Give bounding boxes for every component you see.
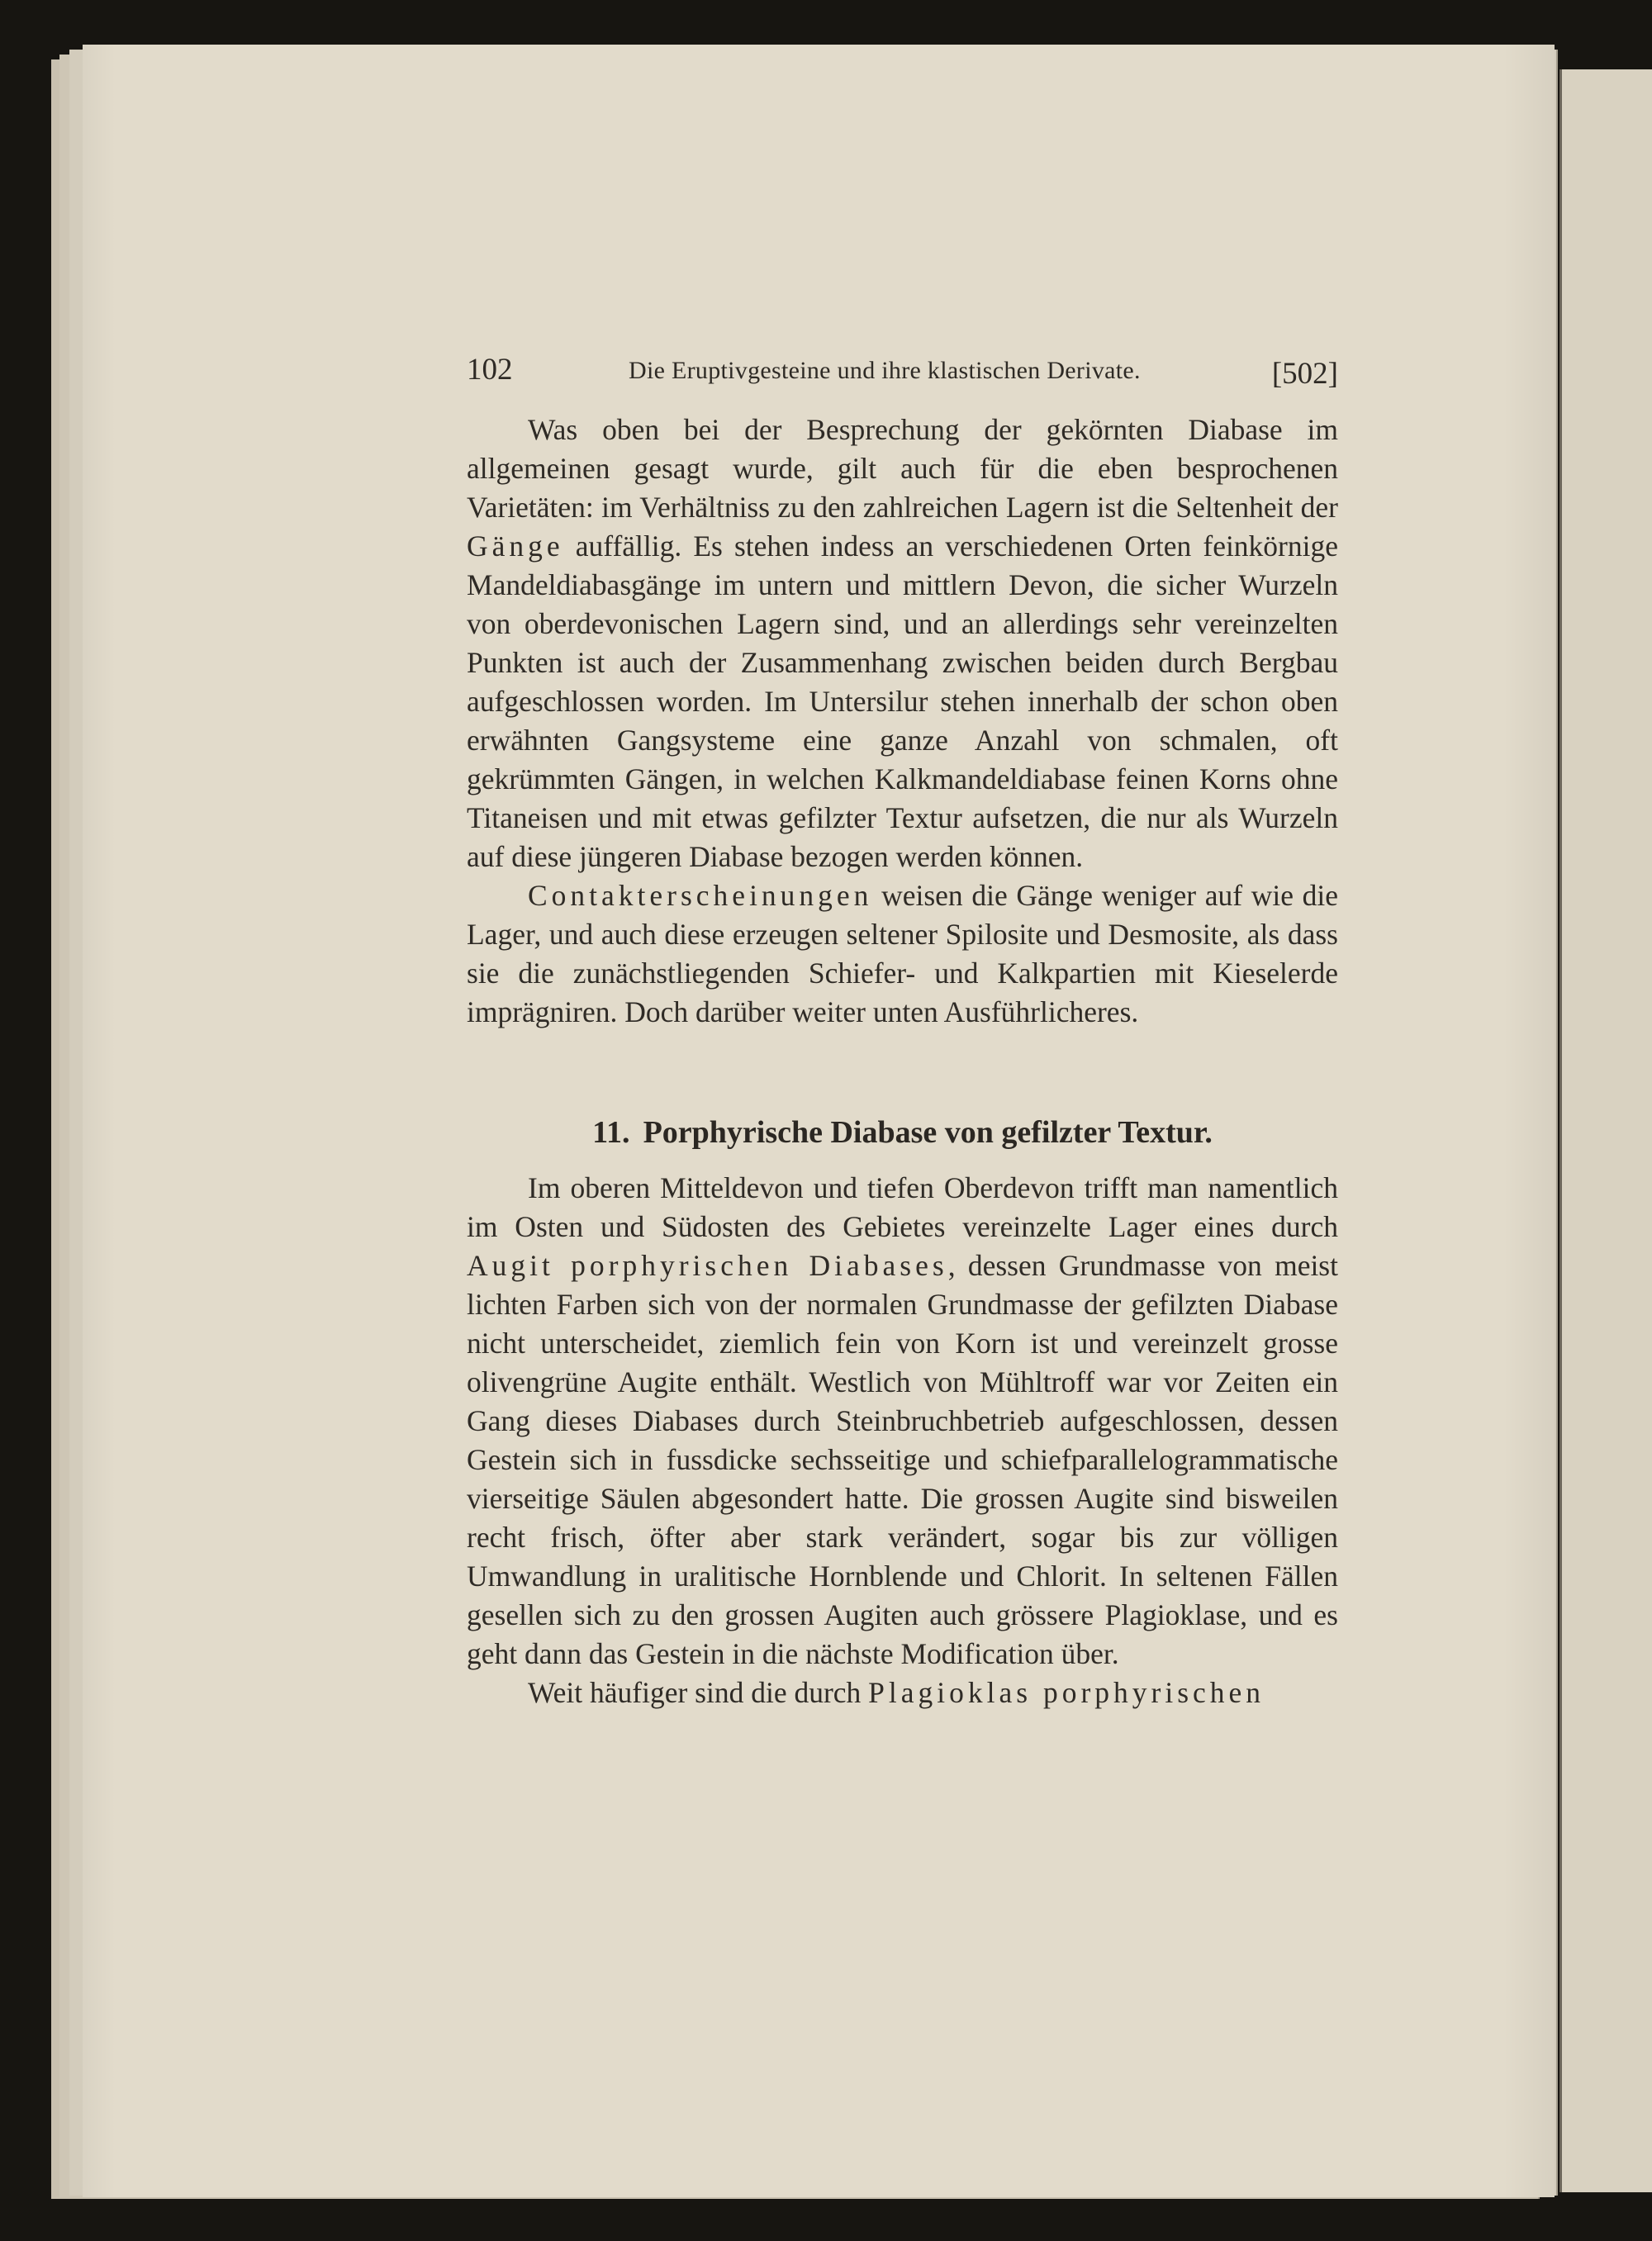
paragraph-text: Was oben bei der Besprechung der gekörnten Diabase im allgemeinen gesagt wurde, gilt auch für die eben besprochenen Varietäten: im Verhältniss zu den zahlreichen Lagern ist die Seltenheit der: [467, 413, 1338, 524]
running-head: [467, 352, 1338, 396]
running-title: Die Eruptivgesteine und ihre klastischen Derivate.: [629, 357, 1141, 384]
bracketed-page-number: [502]: [1271, 357, 1338, 391]
paragraph-text: Im oberen Mitteldevon und tiefen Oberdevon trifft man namentlich im Osten und Südosten des Gebietes vereinzelte Lager eines durch: [467, 1171, 1338, 1243]
paragraph-text: auffällig. Es stehen indess an verschiedenen Orten feinkörnige Mandeldiabasgänge im untern und mittlern Devon, die sicher Wurzeln von oberdevonischen Lagern sind, und an allerdings sehr vereinzelten Punkten ist auch der Zusammenhang zwischen beiden durch Bergbau aufgeschlossen worden. Im Untersilur stehen innerhalb der schon oben erwähnten Gangsysteme eine ganze Anzahl von schmalen, oft gekrümmten Gängen, in welchen Kalkmandeldiabase feinen Korns ohne Titaneisen und mit etwas gefilzter Textur aufsetzen, die nur als Wurzeln auf diese jüngeren Diabase bezogen werden können.: [467, 529, 1338, 873]
spaced-emphasis: Contakterscheinungen: [528, 879, 873, 912]
paragraph: [467, 1169, 1338, 1674]
paragraph-text: Weit häufiger sind die durch: [528, 1676, 869, 1709]
paragraph: [467, 876, 1338, 1032]
paragraph: [467, 411, 1338, 876]
paragraph: [467, 1674, 1338, 1712]
spaced-emphasis: Plagioklas porphyrischen: [868, 1676, 1265, 1709]
section-title: Porphyrische Diabase von gefilzter Textur.: [643, 1115, 1213, 1150]
spaced-emphasis: Augit porphyrischen Diabases: [467, 1249, 948, 1282]
body-text: [467, 411, 1338, 1712]
paragraph-text: weisen die Gänge weniger auf wie die Lager, und auch diese erzeugen seltener Spilosite und Desmosite, als dass sie die zunächstliegenden Schiefer- und Kalkpartien mit Kieselerde imprägniren. Doch darüber weiter unten Ausführlicheres.: [467, 879, 1338, 1028]
paragraph-text: , dessen Grundmasse von meist lichten Farben sich von der normalen Grundmasse der gefilzten Diabase nicht unterscheidet, ziemlich fein von Korn ist und vereinzelt grosse olivengrüne Augite enthält. Westlich von Mühltroff war vor Zeiten ein Gang dieses Diabases durch Steinbruchbetrieb aufgeschlossen, dessen Gestein sich in fussdicke sechsseitige und schiefparallelogrammatische vierseitige Säulen abgesondert hatte. Die grossen Augite sind bisweilen recht frisch, öfter aber stark verändert, sogar bis zur völligen Umwandlung in uralitische Hornblende und Chlorit. In seltenen Fällen gesellen sich zu den grossen Augiten auch grössere Plagioklase, und es geht dann das Gestein in die nächste Modification über.: [467, 1249, 1338, 1670]
spaced-emphasis: Gänge: [467, 529, 564, 563]
page-number: 102: [467, 353, 513, 387]
section-number: 11.: [592, 1115, 630, 1150]
facing-page-edge: [1559, 69, 1652, 2192]
section-heading: [467, 1113, 1338, 1152]
